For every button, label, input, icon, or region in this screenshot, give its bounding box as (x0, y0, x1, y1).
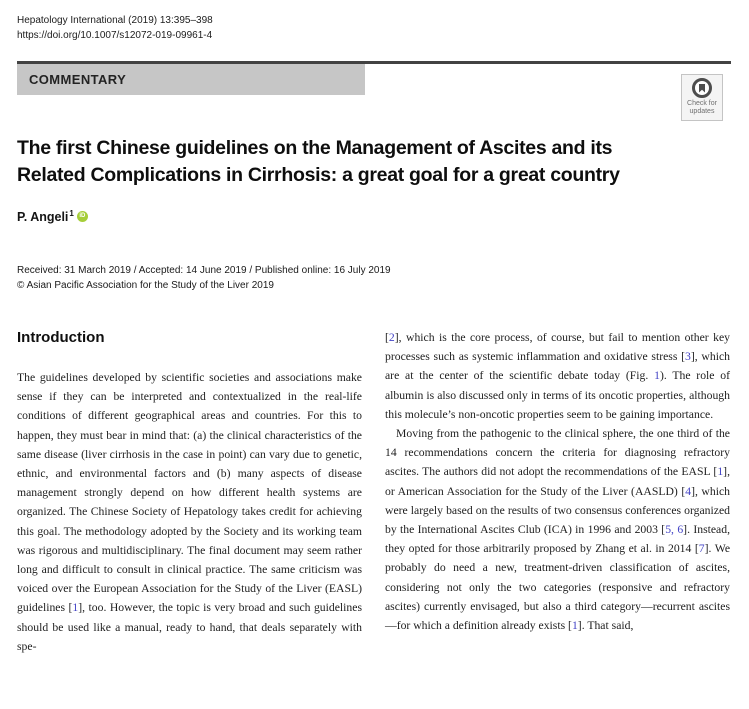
author-line (17, 210, 88, 224)
right-column (385, 328, 730, 709)
journal-info (17, 14, 213, 43)
paragraph-text: ]. That said, (577, 619, 634, 633)
citation-link[interactable]: 4 (685, 484, 692, 498)
received-accepted-line: Received: 31 March 2019 / Accepted: 14 June 2019 / Published online: 16 July 2019 (17, 265, 391, 276)
citation-link[interactable]: 5, 6 (665, 523, 684, 537)
paragraph-text: ]. We probably do need a new, treatment-driven classification of ascites, considering not only the two categories (responsive and refractory ascites) currently envisaged, but also a third category—recurrent ascites—for which a definition already exists [ (385, 542, 731, 633)
author-affiliation-superscript: 1 (69, 209, 74, 218)
citation-link[interactable]: 1 (72, 601, 79, 615)
paragraph-text: ], which are at the center of the scientific debate today (Fig. (385, 350, 730, 383)
citation-link[interactable]: 2 (388, 331, 395, 344)
article-title (17, 135, 620, 189)
check-for-updates-badge[interactable] (681, 74, 723, 121)
article-body (17, 328, 731, 709)
paragraph-text: [ (385, 331, 389, 344)
section-heading-introduction: Introduction (17, 329, 105, 346)
paragraph-text: ], which were largely based on the results of two consensus conferences organized by the International Ascites Club (ICA) in 1996 and 2003 [ (385, 484, 730, 537)
journal-citation-line: Hepatology International (2019) 13:395–398 (17, 15, 213, 26)
title-line-1: The first Chinese guidelines on the Management of Ascites and its (17, 137, 613, 159)
citation-link[interactable]: 1 (654, 369, 660, 383)
citation-link[interactable]: 7 (698, 542, 705, 556)
body-paragraph (17, 368, 362, 656)
citation-link[interactable]: 1 (571, 619, 578, 633)
paragraph-text: ], which is the core process, of course, but fail to mention other key processes such as systemic inflammation and oxidative stress [ (385, 331, 730, 364)
article-type-label: COMMENTARY (29, 72, 127, 87)
orcid-icon[interactable]: iD (77, 211, 88, 222)
copyright-line: © Asian Pacific Association for the Study of the Liver 2019 (17, 279, 274, 291)
paragraph-text: ], or American Association for the Study of the Liver (AASLD) [ (385, 465, 730, 498)
article-history (17, 264, 391, 293)
paragraph-text: ). The role of albumin is also discussed only in terms of its oncotic properties, although this molecule’s non-oncotic properties seem to be gaining importance. (385, 369, 730, 421)
right-column-text (385, 328, 730, 635)
body-paragraph (385, 328, 730, 424)
paragraph-text: The guidelines developed by scientific societies and associations make sense if they can be interpreted and contextualized in the real-life conditions of different geographical areas and countries. For this to happen, they must bear in mind that: (a) the clinical characteristics of the same disease (liver cirrhosis in the case in point) can vary due to genetic, ethnic, and environmental factors and (b) many aspects of disease management strongly depend on how different health systems are organized. The Chinese Society of Hepatology takes credit for achieving this goal. The methodology adopted by the Society and its working team was rigorous and multidisciplinary. The final document may seem rather long and difficult to consult in clinical practice. The same criticism was voiced over the European Association for the Study of the Liver (EASL) guidelines [ (17, 371, 362, 615)
paragraph-text: Moving from the pathogenic to the clinical sphere, the one third of the 14 recommendations concern the criteria for diagnosing refractory ascites. The authors did not adopt the recommendations of the EASL [ (385, 427, 730, 479)
doi-link[interactable]: https://doi.org/10.1007/s12072-019-09961-4 (17, 29, 213, 41)
bookmark-glyph-icon (699, 84, 705, 93)
body-paragraph (385, 424, 730, 635)
citation-link[interactable]: 3 (685, 350, 691, 364)
left-column-text (17, 368, 362, 656)
crossmark-icon (692, 78, 712, 98)
check-for-updates-label: Check for updates (687, 100, 717, 115)
paragraph-text: ], too. However, the topic is very broad and such guidelines should be used like a manual, ready to hand, that deals separately with spe- (17, 601, 362, 653)
author-name: P. Angeli (17, 210, 69, 224)
article-type-banner (17, 64, 365, 95)
title-line-2: Related Complications in Cirrhosis: a great goal for a great country (17, 164, 620, 186)
paragraph-text: ]. Instead, they opted for those arbitrarily proposed by Zhang et al. in 2014 [ (385, 523, 731, 556)
left-column (17, 328, 362, 709)
citation-link[interactable]: 1 (717, 465, 724, 479)
